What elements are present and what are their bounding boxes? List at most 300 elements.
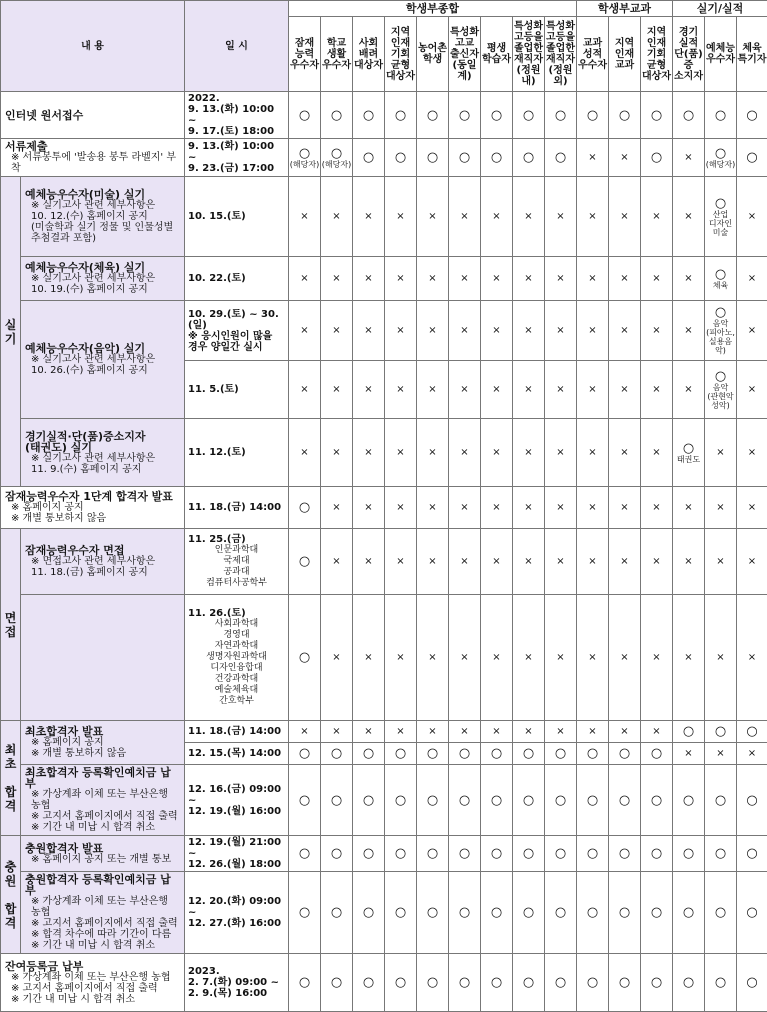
not-applicable-mark: × [289, 257, 321, 301]
not-applicable-mark: × [353, 529, 385, 595]
applicable-mark: ○ [289, 487, 321, 529]
applicable-mark: ○ [321, 954, 353, 1012]
applicable-mark: ○ [353, 836, 385, 872]
not-applicable-mark: × [545, 419, 577, 487]
applicable-mark: ○ [449, 765, 481, 836]
not-applicable-mark: × [641, 595, 673, 721]
group-hakjong: 학생부종합 [289, 1, 577, 17]
item-title: 최초합격자 발표 [25, 726, 180, 737]
applicable-mark: ○ [513, 954, 545, 1012]
schedule-date [185, 139, 289, 177]
date-text: 11. 25.(금) [188, 534, 246, 545]
schedule-date [185, 765, 289, 836]
not-applicable-mark: × [481, 361, 513, 419]
applicable-mark: ○ [289, 92, 321, 139]
schedule-date [185, 177, 289, 257]
not-applicable-mark: × [737, 177, 767, 257]
not-applicable-mark: × [513, 529, 545, 595]
not-applicable-mark: × [641, 301, 673, 361]
not-applicable-mark: × [545, 487, 577, 529]
schedule-item [1, 139, 185, 177]
not-applicable-mark: × [609, 419, 641, 487]
applicable-mark: ○ [481, 743, 513, 765]
schedule-item [21, 529, 185, 595]
schedule-date [185, 301, 289, 361]
applicable-mark: ○ [481, 92, 513, 139]
applicable-mark: ○ [609, 743, 641, 765]
not-applicable-mark: × [641, 529, 673, 595]
applicable-mark: ○ [641, 139, 673, 177]
not-applicable-mark: × [481, 487, 513, 529]
not-applicable-mark: × [385, 361, 417, 419]
schedule-row [1, 177, 767, 257]
applicable-mark: ○ 음악 (관현악 성악) [705, 361, 737, 419]
not-applicable-mark: × [609, 721, 641, 743]
schedule-row [1, 954, 767, 1012]
not-applicable-mark: × [513, 177, 545, 257]
applicable-mark: ○ [481, 872, 513, 954]
interview-units: 사회과학대 경영대 자연과학대 생명자원과학대 디자인융합대 건강과학대 예술체육대 간호학부 [188, 619, 285, 707]
schedule-row [1, 419, 767, 487]
applicable-mark: ○ [289, 595, 321, 721]
not-applicable-mark: × [481, 529, 513, 595]
not-applicable-mark: × [353, 419, 385, 487]
not-applicable-mark: × [641, 257, 673, 301]
schedule-row [1, 257, 767, 301]
not-applicable-mark: × [289, 361, 321, 419]
column-header: 지역 인재 교과 [609, 17, 641, 92]
not-applicable-mark: × [609, 301, 641, 361]
not-applicable-mark: × [513, 257, 545, 301]
not-applicable-mark: × [417, 487, 449, 529]
item-title: 예체능우수자(미술) 실기 [25, 189, 180, 200]
not-applicable-mark: × [545, 595, 577, 721]
applicable-mark: ○ [385, 872, 417, 954]
applicable-mark: ○ [705, 765, 737, 836]
date-text: 11. 18.(금) 14:00 [188, 502, 281, 513]
not-applicable-mark: × [577, 721, 609, 743]
not-applicable-mark: × [513, 595, 545, 721]
not-applicable-mark: × [737, 595, 767, 721]
applicable-mark: ○ [737, 954, 767, 1012]
not-applicable-mark: × [449, 419, 481, 487]
applicable-mark: ○ [321, 765, 353, 836]
not-applicable-mark: × [481, 177, 513, 257]
applicable-mark: ○ [353, 92, 385, 139]
not-applicable-mark: × [321, 529, 353, 595]
item-notes: ※ 홈페이지 공지 또는 개별 통보 [25, 854, 180, 865]
applicable-mark: ○ [737, 872, 767, 954]
date-text: 11. 26.(토) [188, 608, 246, 619]
not-applicable-mark: × [513, 419, 545, 487]
applicable-mark: ○ [385, 765, 417, 836]
not-applicable-mark: × [321, 301, 353, 361]
applicable-mark: ○ [577, 836, 609, 872]
date-text: 10. 29.(토) ~ 30.(일) ※ 응시인원이 많을 경우 양일간 실시 [188, 309, 279, 353]
column-header: 특성화 고등을 졸업한 재직자 (정원외) [545, 17, 577, 92]
column-header: 잠재 능력 우수자 [289, 17, 321, 92]
not-applicable-mark: × [353, 301, 385, 361]
applicable-mark: ○ [673, 92, 705, 139]
not-applicable-mark: × [609, 177, 641, 257]
not-applicable-mark: × [577, 139, 609, 177]
not-applicable-mark: × [737, 487, 767, 529]
applicable-mark: ○ [577, 743, 609, 765]
applicable-mark: ○ [289, 836, 321, 872]
applicable-mark: ○ [385, 92, 417, 139]
applicable-mark: ○ 태권도 [673, 419, 705, 487]
not-applicable-mark: × [321, 361, 353, 419]
applicable-mark: ○ [641, 92, 673, 139]
applicable-mark: ○ [321, 92, 353, 139]
applicable-mark: ○ [481, 954, 513, 1012]
not-applicable-mark: × [385, 487, 417, 529]
not-applicable-mark: × [641, 361, 673, 419]
not-applicable-mark: × [737, 257, 767, 301]
not-applicable-mark: × [321, 487, 353, 529]
applicable-mark: ○ [673, 721, 705, 743]
not-applicable-mark: × [737, 361, 767, 419]
applicable-mark: ○ [513, 836, 545, 872]
schedule-date [185, 872, 289, 954]
item-title: 잔여등록금 납부 [5, 961, 180, 972]
not-applicable-mark: × [449, 257, 481, 301]
applicable-mark: ○ [705, 872, 737, 954]
item-notes: ※ 면접고사 관련 세부사항은 11. 18.(금) 홈페이지 공지 [25, 556, 180, 578]
item-title: 잠재능력우수자 1단계 합격자 발표 [5, 491, 180, 502]
applicable-mark: ○ [545, 954, 577, 1012]
applicable-mark: ○ [673, 954, 705, 1012]
applicable-mark: ○ [321, 872, 353, 954]
not-applicable-mark: × [385, 257, 417, 301]
applicable-mark: ○ [417, 954, 449, 1012]
not-applicable-mark: × [737, 529, 767, 595]
not-applicable-mark: × [417, 257, 449, 301]
applicable-mark: ○ [705, 721, 737, 743]
not-applicable-mark: × [577, 257, 609, 301]
item-title: 예체능우수자(체육) 실기 [25, 262, 180, 273]
applicable-mark: ○ [641, 954, 673, 1012]
schedule-item [21, 872, 185, 954]
not-applicable-mark: × [289, 721, 321, 743]
applicable-mark: ○ [673, 872, 705, 954]
applicable-mark: ○ [545, 765, 577, 836]
not-applicable-mark: × [705, 487, 737, 529]
column-header: 경기 실적 단(품)증 소지자 [673, 17, 705, 92]
schedule-row [1, 529, 767, 595]
applicable-mark: ○ [545, 743, 577, 765]
not-applicable-mark: × [577, 177, 609, 257]
not-applicable-mark: × [353, 177, 385, 257]
date-text: 12. 16.(금) 09:00 ~ 12. 19.(월) 16:00 [188, 784, 281, 817]
item-notes: ※ 홈페이지 공지 ※ 개별 통보하지 않음 [5, 502, 180, 524]
schedule-item [1, 487, 185, 529]
applicable-mark: ○ [577, 765, 609, 836]
not-applicable-mark: × [417, 361, 449, 419]
not-applicable-mark: × [609, 529, 641, 595]
category-choe: 최 초 합 격 [1, 721, 21, 836]
not-applicable-mark: × [641, 419, 673, 487]
not-applicable-mark: × [577, 301, 609, 361]
not-applicable-mark: × [449, 301, 481, 361]
not-applicable-mark: × [513, 721, 545, 743]
not-applicable-mark: × [513, 361, 545, 419]
applicable-mark: ○ [737, 721, 767, 743]
applicable-mark: ○ [737, 139, 767, 177]
schedule-item [21, 419, 185, 487]
applicable-mark: ○ 산업 디자인 미술 [705, 177, 737, 257]
schedule-date [185, 361, 289, 419]
schedule-item [21, 836, 185, 872]
not-applicable-mark: × [449, 595, 481, 721]
not-applicable-mark: × [673, 361, 705, 419]
applicable-mark: ○ [513, 92, 545, 139]
not-applicable-mark: × [673, 529, 705, 595]
column-header: 사회 배려 대상자 [353, 17, 385, 92]
not-applicable-mark: × [545, 721, 577, 743]
not-applicable-mark: × [609, 139, 641, 177]
schedule-date [185, 529, 289, 595]
date-text: 12. 19.(월) 21:00 ~ 12. 26.(월) 18:00 [188, 837, 281, 870]
item-title: 충원합격자 발표 [25, 843, 180, 854]
not-applicable-mark: × [705, 743, 737, 765]
not-applicable-mark: × [673, 595, 705, 721]
not-applicable-mark: × [449, 177, 481, 257]
applicable-mark: ○ [289, 529, 321, 595]
schedule-item [21, 595, 185, 721]
applicable-mark: ○ [641, 836, 673, 872]
not-applicable-mark: × [513, 301, 545, 361]
not-applicable-mark: × [577, 419, 609, 487]
applicable-mark: ○ [289, 954, 321, 1012]
not-applicable-mark: × [353, 257, 385, 301]
applicable-mark: ○ (해당자) [289, 139, 321, 177]
not-applicable-mark: × [417, 177, 449, 257]
not-applicable-mark: × [513, 487, 545, 529]
applicable-mark: ○ [289, 743, 321, 765]
not-applicable-mark: × [289, 177, 321, 257]
applicable-mark: ○ [705, 954, 737, 1012]
category-silgi: 실 기 [1, 177, 21, 487]
item-notes: ※ 실기고사 관련 세부사항은 10. 12.(수) 홈페이지 공지 (미술학과 실기 정물 및 인물성별 추첨결과 포함) [25, 200, 180, 244]
schedule-date [185, 954, 289, 1012]
applicable-mark: ○ [609, 836, 641, 872]
item-notes: ※ 실기고사 관련 세부사항은 11. 9.(수) 홈페이지 공지 [25, 453, 180, 475]
applicable-mark: ○ [353, 954, 385, 1012]
group-silgi: 실기/실적 [673, 1, 767, 17]
not-applicable-mark: × [449, 721, 481, 743]
applicable-mark: ○ [449, 954, 481, 1012]
applicable-mark: ○ [385, 139, 417, 177]
not-applicable-mark: × [417, 595, 449, 721]
schedule-item [1, 954, 185, 1012]
item-title: 서류제출 [5, 141, 180, 152]
not-applicable-mark: × [545, 177, 577, 257]
schedule-row [1, 595, 767, 721]
date-text: 10. 22.(토) [188, 273, 246, 284]
not-applicable-mark: × [577, 529, 609, 595]
column-header: 평생 학습자 [481, 17, 513, 92]
schedule-date [185, 595, 289, 721]
not-applicable-mark: × [385, 529, 417, 595]
applicable-mark: ○ [481, 836, 513, 872]
schedule-row [1, 301, 767, 361]
not-applicable-mark: × [321, 595, 353, 721]
schedule-date [185, 257, 289, 301]
schedule-item [1, 92, 185, 139]
applicable-mark: ○ [449, 139, 481, 177]
not-applicable-mark: × [417, 301, 449, 361]
item-title: 인터넷 원서접수 [5, 110, 180, 121]
column-header: 체육 특기자 [737, 17, 767, 92]
applicable-mark: ○ [481, 765, 513, 836]
not-applicable-mark: × [673, 177, 705, 257]
schedule-date [185, 721, 289, 743]
date-text: 2023. 2. 7.(화) 09:00 ~ 2. 9.(목) 16:00 [188, 966, 279, 999]
item-title: 예체능우수자(음악) 실기 [25, 343, 180, 354]
not-applicable-mark: × [673, 139, 705, 177]
date-text: 10. 15.(토) [188, 211, 246, 222]
group-gyogwa: 학생부교과 [577, 1, 673, 17]
header-content: 내 용 [1, 1, 185, 92]
category-myeonjeop: 면 접 [1, 529, 21, 721]
category-chung: 충 원 합 격 [1, 836, 21, 954]
applicable-mark: ○ [577, 872, 609, 954]
not-applicable-mark: × [321, 721, 353, 743]
applicable-mark: ○ [417, 139, 449, 177]
not-applicable-mark: × [705, 595, 737, 721]
schedule-row [1, 487, 767, 529]
applicable-mark: ○ [449, 872, 481, 954]
applicable-mark: ○ [577, 92, 609, 139]
schedule-item [21, 301, 185, 419]
column-header: 학교 생활 우수자 [321, 17, 353, 92]
item-notes: ※ 홈페이지 공지 ※ 개별 통보하지 않음 [25, 737, 180, 759]
not-applicable-mark: × [289, 419, 321, 487]
applicable-mark: ○ [673, 765, 705, 836]
not-applicable-mark: × [737, 301, 767, 361]
applicable-mark: ○ [705, 92, 737, 139]
not-applicable-mark: × [353, 361, 385, 419]
not-applicable-mark: × [545, 257, 577, 301]
not-applicable-mark: × [481, 419, 513, 487]
column-header: 농어촌 학생 [417, 17, 449, 92]
applicable-mark: ○ [385, 743, 417, 765]
column-header: 예체능 우수자 [705, 17, 737, 92]
applicable-mark: ○ [737, 836, 767, 872]
not-applicable-mark: × [481, 257, 513, 301]
applicable-mark: ○ [609, 92, 641, 139]
applicable-mark: ○ [609, 954, 641, 1012]
not-applicable-mark: × [545, 301, 577, 361]
schedule-item [21, 257, 185, 301]
column-header: 교과 성적 우수자 [577, 17, 609, 92]
item-title: 경기실적·단(품)증소지자 (태권도) 실기 [25, 431, 180, 453]
schedule-date [185, 836, 289, 872]
applicable-mark: ○ [513, 872, 545, 954]
not-applicable-mark: × [417, 419, 449, 487]
not-applicable-mark: × [673, 487, 705, 529]
applicable-mark: ○ [545, 139, 577, 177]
applicable-mark: ○ [449, 92, 481, 139]
applicable-mark: ○ [737, 92, 767, 139]
not-applicable-mark: × [321, 419, 353, 487]
not-applicable-mark: × [321, 257, 353, 301]
date-text: 12. 15.(목) 14:00 [188, 748, 281, 759]
applicable-mark: ○ [353, 765, 385, 836]
applicable-mark: ○ [641, 743, 673, 765]
not-applicable-mark: × [385, 177, 417, 257]
not-applicable-mark: × [289, 301, 321, 361]
not-applicable-mark: × [737, 419, 767, 487]
not-applicable-mark: × [641, 177, 673, 257]
applicable-mark: ○ [321, 836, 353, 872]
not-applicable-mark: × [449, 361, 481, 419]
not-applicable-mark: × [417, 721, 449, 743]
item-notes: ※ 가상계좌 이체 또는 부산은행 농협 ※ 고지서 홈페이지에서 직접 출력 ※ 합격 차수에 따라 기간이 다름 ※ 기간 내 미납 시 합격 취소 [25, 896, 180, 951]
applicable-mark: ○ [417, 765, 449, 836]
not-applicable-mark: × [609, 257, 641, 301]
column-header: 지역 인재 기회 균형 대상자 [641, 17, 673, 92]
not-applicable-mark: × [449, 487, 481, 529]
not-applicable-mark: × [385, 301, 417, 361]
applicable-mark: ○ [545, 872, 577, 954]
applicable-mark: ○ [513, 139, 545, 177]
not-applicable-mark: × [641, 721, 673, 743]
schedule-row [1, 92, 767, 139]
not-applicable-mark: × [705, 419, 737, 487]
applicable-mark: ○ [321, 743, 353, 765]
schedule-item [21, 721, 185, 765]
not-applicable-mark: × [545, 361, 577, 419]
not-applicable-mark: × [609, 487, 641, 529]
schedule-date [185, 419, 289, 487]
not-applicable-mark: × [673, 743, 705, 765]
applicable-mark: ○ [417, 872, 449, 954]
schedule-row [1, 836, 767, 872]
not-applicable-mark: × [321, 177, 353, 257]
date-text: 11. 18.(금) 14:00 [188, 726, 281, 737]
applicable-mark: ○ [289, 872, 321, 954]
applicable-mark: ○ [673, 836, 705, 872]
date-text: 9. 13.(화) 10:00 ~ 9. 23.(금) 17:00 [188, 141, 274, 174]
not-applicable-mark: × [385, 721, 417, 743]
schedule-row [1, 721, 767, 743]
applicable-mark: ○ [289, 765, 321, 836]
applicable-mark: ○ [641, 765, 673, 836]
item-title: 최초합격자 등록확인예치금 납부 [25, 767, 180, 789]
not-applicable-mark: × [577, 595, 609, 721]
column-header: 지역 인재 기회 균형 대상자 [385, 17, 417, 92]
item-notes: ※ 실기고사 관련 세부사항은 10. 26.(수) 홈페이지 공지 [25, 354, 180, 376]
header-date: 일 시 [185, 1, 289, 92]
schedule-date [185, 92, 289, 139]
date-text: 2022. 9. 13.(화) 10:00 ~ 9. 17.(토) 18:00 [188, 93, 274, 137]
applicable-mark: ○ [513, 765, 545, 836]
not-applicable-mark: × [577, 361, 609, 419]
applicable-mark: ○ [545, 92, 577, 139]
schedule-item [21, 765, 185, 836]
column-header: 특성화 고교 출신자 (동일계) [449, 17, 481, 92]
not-applicable-mark: × [577, 487, 609, 529]
item-notes: ※ 서류봉투에 '발송용 봉투 라벨지' 부착 [5, 152, 180, 174]
applicable-mark: ○ [417, 836, 449, 872]
applicable-mark: ○ [737, 765, 767, 836]
date-text: 11. 12.(토) [188, 447, 246, 458]
schedule-date [185, 487, 289, 529]
not-applicable-mark: × [481, 595, 513, 721]
item-notes: ※ 가상계좌 이체 또는 부산은행 농협 ※ 고지서 홈페이지에서 직접 출력 ※ 기간 내 미납 시 합격 취소 [5, 972, 180, 1005]
